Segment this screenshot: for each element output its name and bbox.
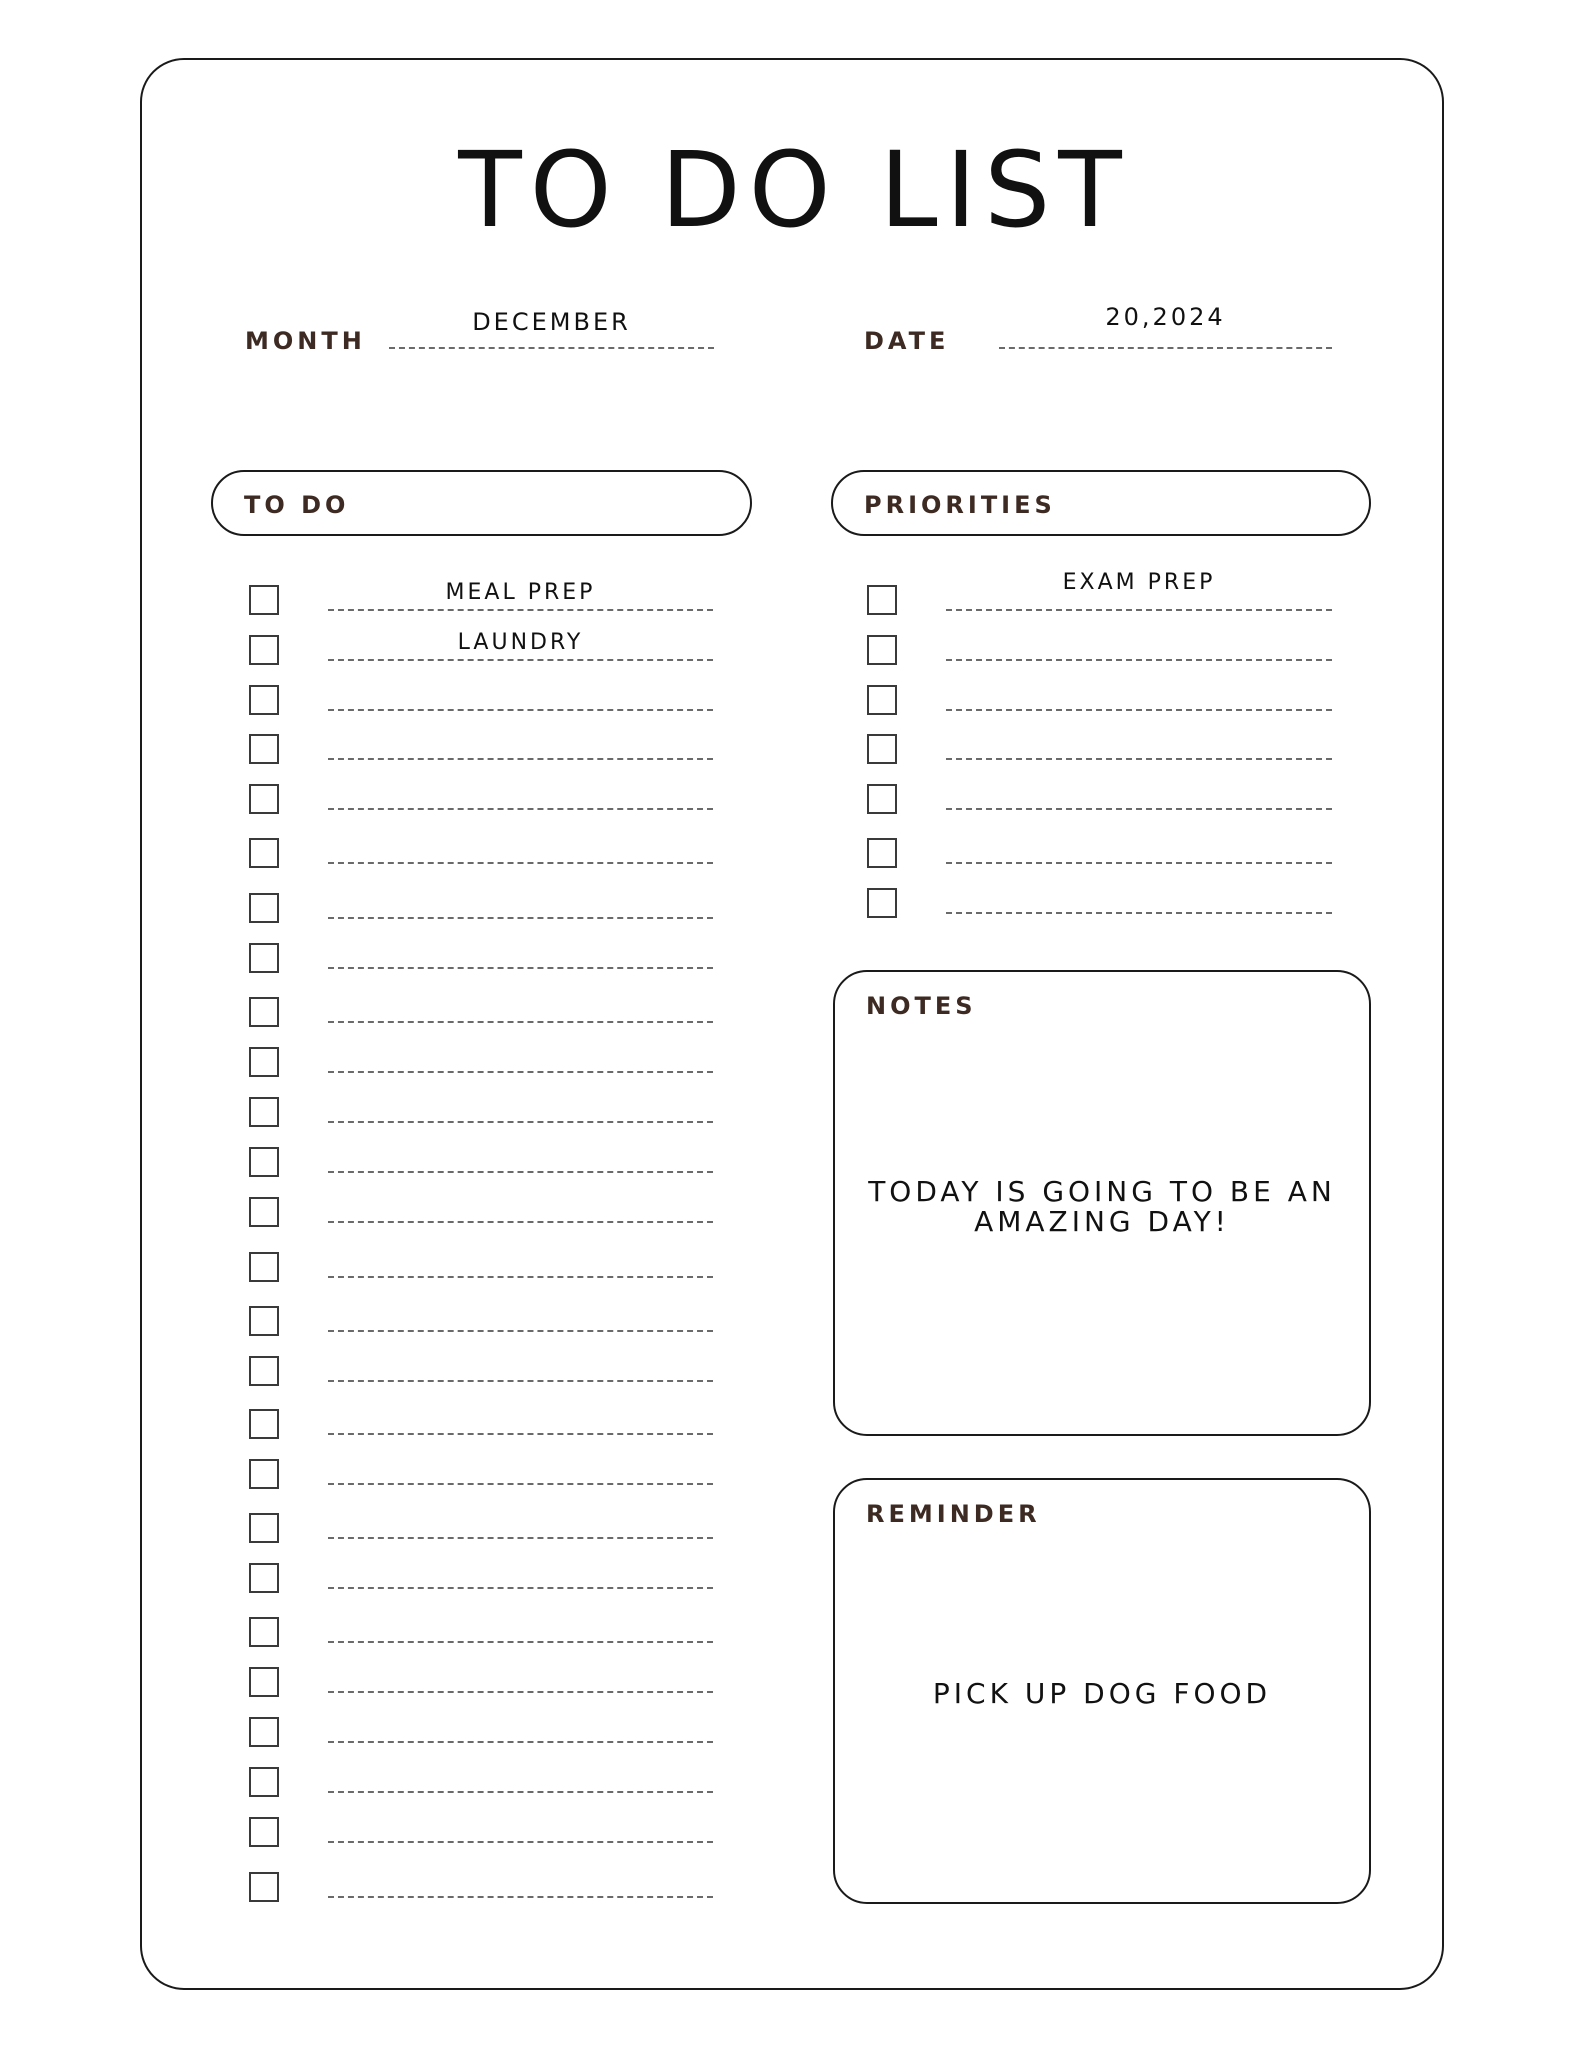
priorities-heading: PRIORITIES [864,491,1056,519]
priority-item-text[interactable]: EXAM PREP [1062,570,1216,595]
todo-item-line [328,862,713,864]
todo-item-line [328,1841,713,1843]
todo-item-checkbox[interactable] [249,1306,279,1336]
priority-item-line [946,709,1332,711]
priority-item-checkbox[interactable] [867,734,897,764]
todo-item-checkbox[interactable] [249,1356,279,1386]
todo-item-checkbox[interactable] [249,734,279,764]
date-line [999,347,1332,349]
month-line [389,347,714,349]
todo-item-checkbox[interactable] [249,1563,279,1593]
todo-item-checkbox[interactable] [249,1409,279,1439]
todo-item-checkbox[interactable] [249,1147,279,1177]
priority-item-line [946,609,1332,611]
todo-item-checkbox[interactable] [249,1252,279,1282]
todo-header [211,470,752,536]
todo-item-line [328,967,713,969]
todo-item-line [328,758,713,760]
reminder-box [833,1478,1371,1904]
date-label: DATE [864,327,950,355]
todo-item-line [328,1641,713,1643]
priority-item-line [946,862,1332,864]
todo-item-line [328,1741,713,1743]
todo-item-checkbox[interactable] [249,838,279,868]
reminder-text[interactable]: PICK UP DOG FOOD [932,1677,1272,1710]
todo-item-line [328,1121,713,1123]
todo-item-line [328,609,713,611]
todo-item-line [328,808,713,810]
todo-item-line [328,917,713,919]
todo-item-checkbox[interactable] [249,997,279,1027]
todo-item-line [328,1791,713,1793]
todo-heading: TO DO [244,491,350,519]
page-title: TO DO LIST [458,129,1130,251]
priority-item-checkbox[interactable] [867,784,897,814]
month-value[interactable]: DECEMBER [472,308,631,336]
todo-item-line [328,709,713,711]
todo-item-line [328,1433,713,1435]
todo-item-checkbox[interactable] [249,635,279,665]
todo-item-checkbox[interactable] [249,893,279,923]
priority-item-line [946,912,1332,914]
todo-item-checkbox[interactable] [249,1459,279,1489]
notes-box [833,970,1371,1436]
priority-item-line [946,808,1332,810]
todo-item-line [328,1221,713,1223]
date-value[interactable]: 20,2024 [1105,303,1226,331]
todo-item-checkbox[interactable] [249,943,279,973]
todo-item-checkbox[interactable] [249,1097,279,1127]
todo-item-checkbox[interactable] [249,585,279,615]
todo-item-line [328,1483,713,1485]
todo-item-line [328,1276,713,1278]
todo-item-checkbox[interactable] [249,1767,279,1797]
todo-item-checkbox[interactable] [249,1047,279,1077]
todo-item-text[interactable]: LAUNDRY [457,630,584,655]
todo-item-checkbox[interactable] [249,1667,279,1697]
todo-item-checkbox[interactable] [249,1817,279,1847]
todo-item-line [328,1071,713,1073]
todo-item-checkbox[interactable] [249,1717,279,1747]
todo-item-checkbox[interactable] [249,685,279,715]
todo-item-line [328,1896,713,1898]
todo-item-line [328,1021,713,1023]
priority-item-line [946,758,1332,760]
notes-heading: NOTES [866,992,977,1020]
priority-item-line [946,659,1332,661]
todo-item-checkbox[interactable] [249,1872,279,1902]
priority-item-checkbox[interactable] [867,888,897,918]
todo-item-checkbox[interactable] [249,1617,279,1647]
reminder-heading: REMINDER [866,1500,1041,1528]
todo-item-text[interactable]: MEAL PREP [445,580,596,605]
todo-item-line [328,1330,713,1332]
notes-text[interactable]: TODAY IS GOING TO BE AN AMAZING DAY! [868,1175,1336,1238]
todo-item-line [328,1171,713,1173]
todo-item-line [328,1380,713,1382]
todo-item-checkbox[interactable] [249,1513,279,1543]
priority-item-checkbox[interactable] [867,838,897,868]
month-label: MONTH [245,327,366,355]
todo-item-line [328,659,713,661]
todo-item-line [328,1691,713,1693]
priorities-header [831,470,1371,536]
priority-item-checkbox[interactable] [867,585,897,615]
todo-item-checkbox[interactable] [249,784,279,814]
todo-item-checkbox[interactable] [249,1197,279,1227]
priority-item-checkbox[interactable] [867,635,897,665]
todo-item-line [328,1537,713,1539]
priority-item-checkbox[interactable] [867,685,897,715]
todo-item-line [328,1587,713,1589]
